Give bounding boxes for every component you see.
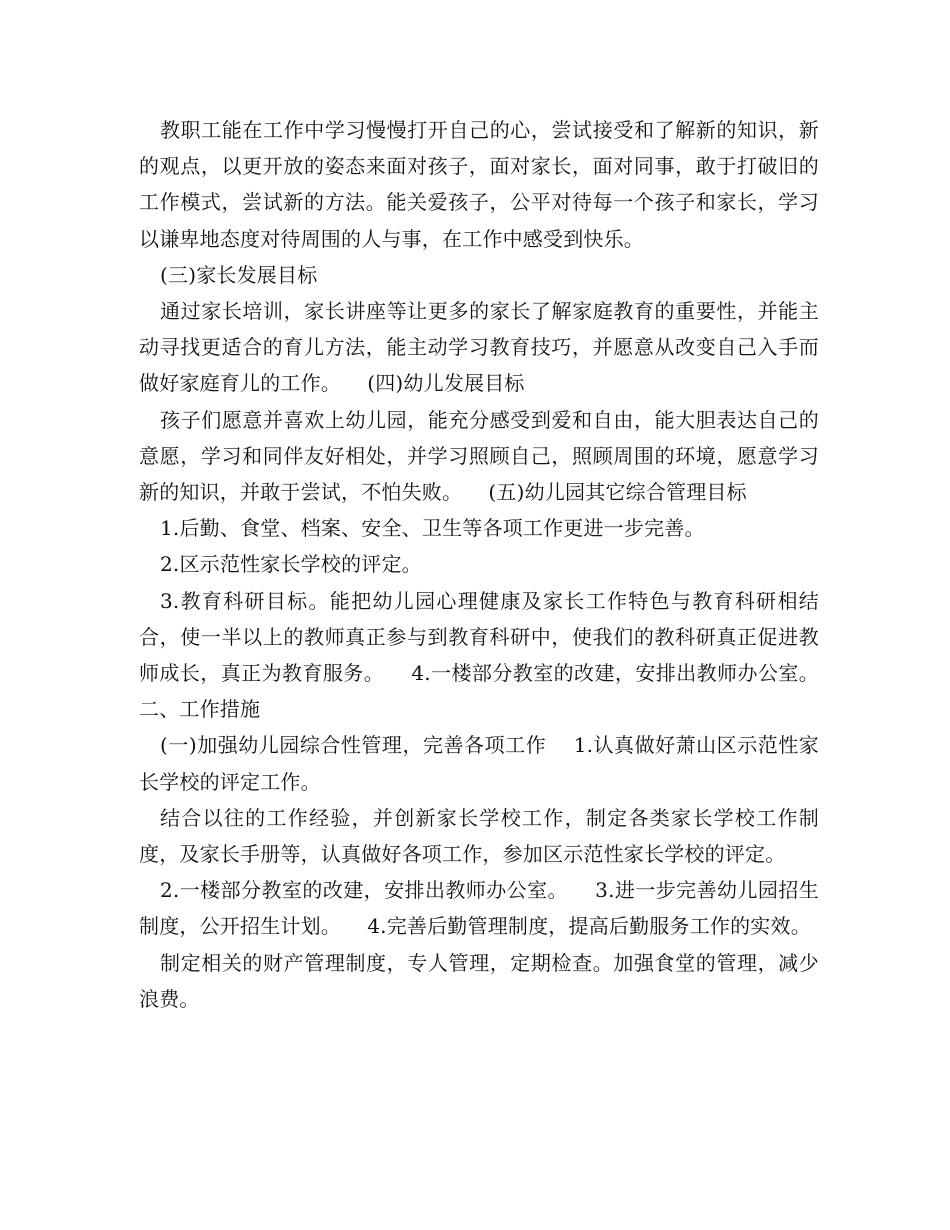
paragraph-staff-goals: 教职工能在工作中学习慢慢打开自己的心，尝试接受和了解新的知识，新的观点，以更开放的姿态来面对孩子，面对家长，面对同事，敢于打破旧的工作模式，尝试新的方法。能关爱孩子，公平对待每一个孩子和家长，学习以谦卑地态度对待周围的人与事，在工作中感受到快乐。 — [139, 118, 819, 251]
heading-parent-goals: (三)家长发展目标 — [160, 262, 318, 287]
list-item-research: 3.教育科研目标。能把幼儿园心理健康及家长工作特色与教育科研相结合，使一半以上的教师真正参与到教育科研中，使我们的教科研真正促进教师成长，真正为教育服务。 4.一楼部分教室的改建，安排出教师办公室。 二、工作措施 — [139, 588, 846, 722]
paragraph-parent-school-work: 结合以往的工作经验，并创新家长学校工作，制定各类家长学校工作制度，及家长手册等，认真做好各项工作，参加区示范性家长学校的评定。 — [139, 805, 819, 867]
paragraph-child-goals: 孩子们愿意并喜欢上幼儿园，能充分感受到爱和自由，能大胆表达自己的意愿，学习和同伴友好相处，并学习照顾自己，照顾周围的环境，愿意学习新的知识，并敢于尝试，不怕失败。 (五)幼儿园其它综合管理目标 — [139, 407, 819, 505]
paragraph-management: (一)加强幼儿园综合性管理，完善各项工作 1.认真做好萧山区示范性家长学校的评定工作。 — [139, 733, 819, 794]
document-body — [139, 112, 846, 1017]
paragraph-parent-goals: 通过家长培训，家长讲座等让更多的家长了解家庭教育的重要性，并能主动寻找更适合的育儿方法，能主动学习教育技巧，并愿意从改变自己入手而做好家庭育儿的工作。 (四)幼儿发展目标 — [139, 299, 819, 396]
list-item-logistics: 1.后勤、食堂、档案、安全、卫生等各项工作更进一步完善。 — [160, 516, 705, 541]
paragraph-measures: 2.一楼部分教室的改建，安排出教师办公室。 3.进一步完善幼儿园招生制度，公开招生计划。 4.完善后勤管理制度，提高后勤服务工作的实效。 — [139, 878, 819, 939]
paragraph-property-management: 制定相关的财产管理制度，专人管理，定期检查。加强食堂的管理，减少浪费。 — [139, 950, 819, 1011]
list-item-parent-school: 2.区示范性家长学校的评定。 — [160, 552, 422, 577]
